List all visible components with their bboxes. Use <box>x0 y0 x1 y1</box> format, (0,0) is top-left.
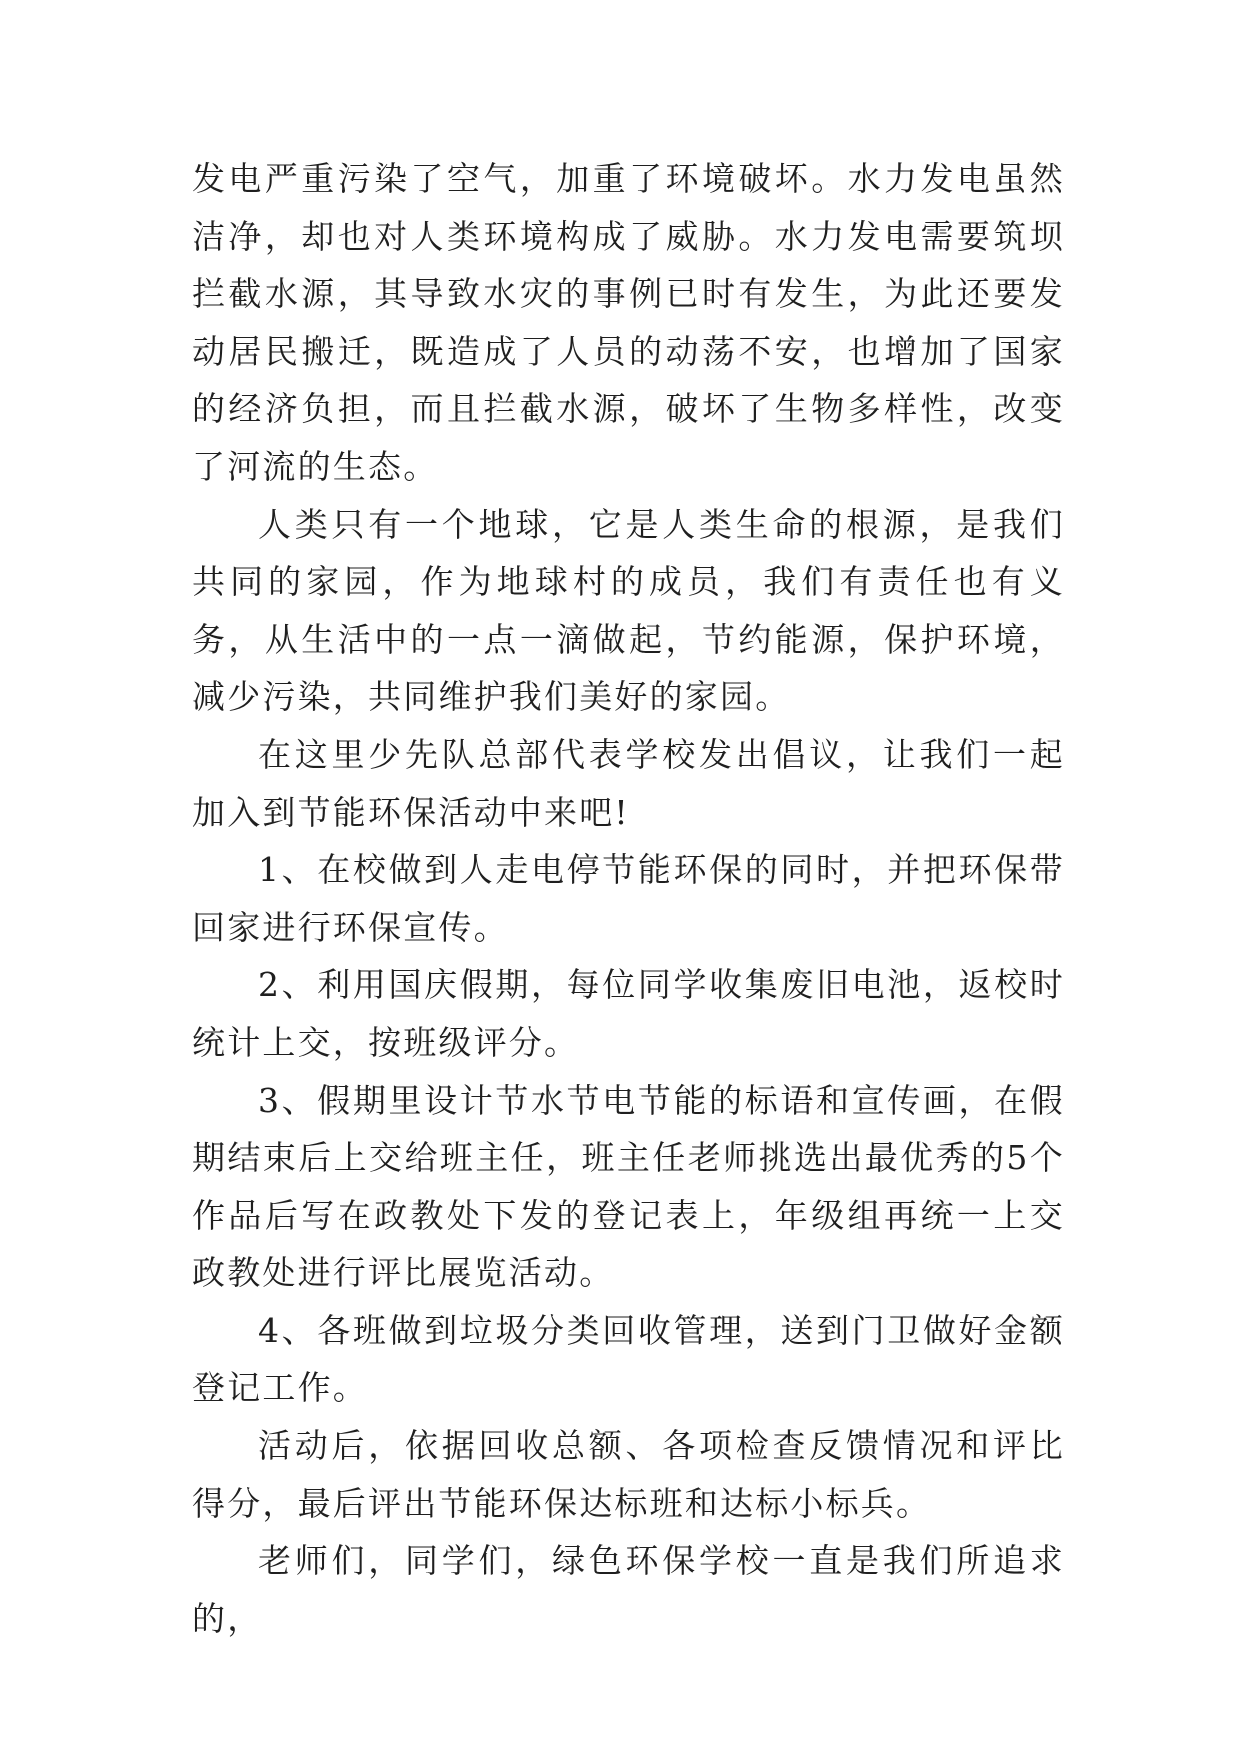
paragraph-proposal: 在这里少先队总部代表学校发出倡议，让我们一起加入到节能环保活动中来吧! <box>192 734 1065 832</box>
list-item-2: 2、利用国庆假期，每位同学收集废旧电池，返校时统计上交，按班级评分。 <box>192 965 1065 1062</box>
paragraph-one-earth: 人类只有一个地球，它是人类生命的根源，是我们共同的家园，作为地球村的成员，我们有责任也有义务，从生活中的一点一滴做起，节约能源，保护环境，减少污染，共同维护我们美好的家园。 <box>192 504 1065 717</box>
list-item-1: 1、在校做到人走电停节能环保的同时，并把环保带回家进行环保宣传。 <box>192 850 1065 947</box>
paragraph-hydropower: 发电严重污染了空气，加重了环境破坏。水力发电虽然洁净，却也对人类环境构成了威胁。水力发电需要筑坝拦截水源，其导致水灾的事例已时有发生，为此还要发动居民搬迁，既造成了人员的动荡不安，也增加了国家的经济负担，而且拦截水源，破坏了生物多样性，改变了河流的生态。 <box>192 159 1065 486</box>
list-item-3: 3、假期里设计节水节电节能的标语和宣传画，在假期结束后上交给班主任，班主任老师挑选出最优秀的5个作品后写在政教处下发的登记表上，年级组再统一上交政教处进行评比展览活动。 <box>192 1080 1065 1293</box>
paragraph-evaluation: 活动后，依据回收总额、各项检查反馈情况和评比得分，最后评出节能环保达标班和达标小标兵。 <box>192 1426 1065 1523</box>
list-item-4: 4、各班做到垃圾分类回收管理，送到门卫做好金额登记工作。 <box>192 1310 1065 1408</box>
document-body <box>192 150 1065 1647</box>
paragraph-closing: 老师们，同学们，绿色环保学校一直是我们所追求的， <box>192 1541 1065 1638</box>
